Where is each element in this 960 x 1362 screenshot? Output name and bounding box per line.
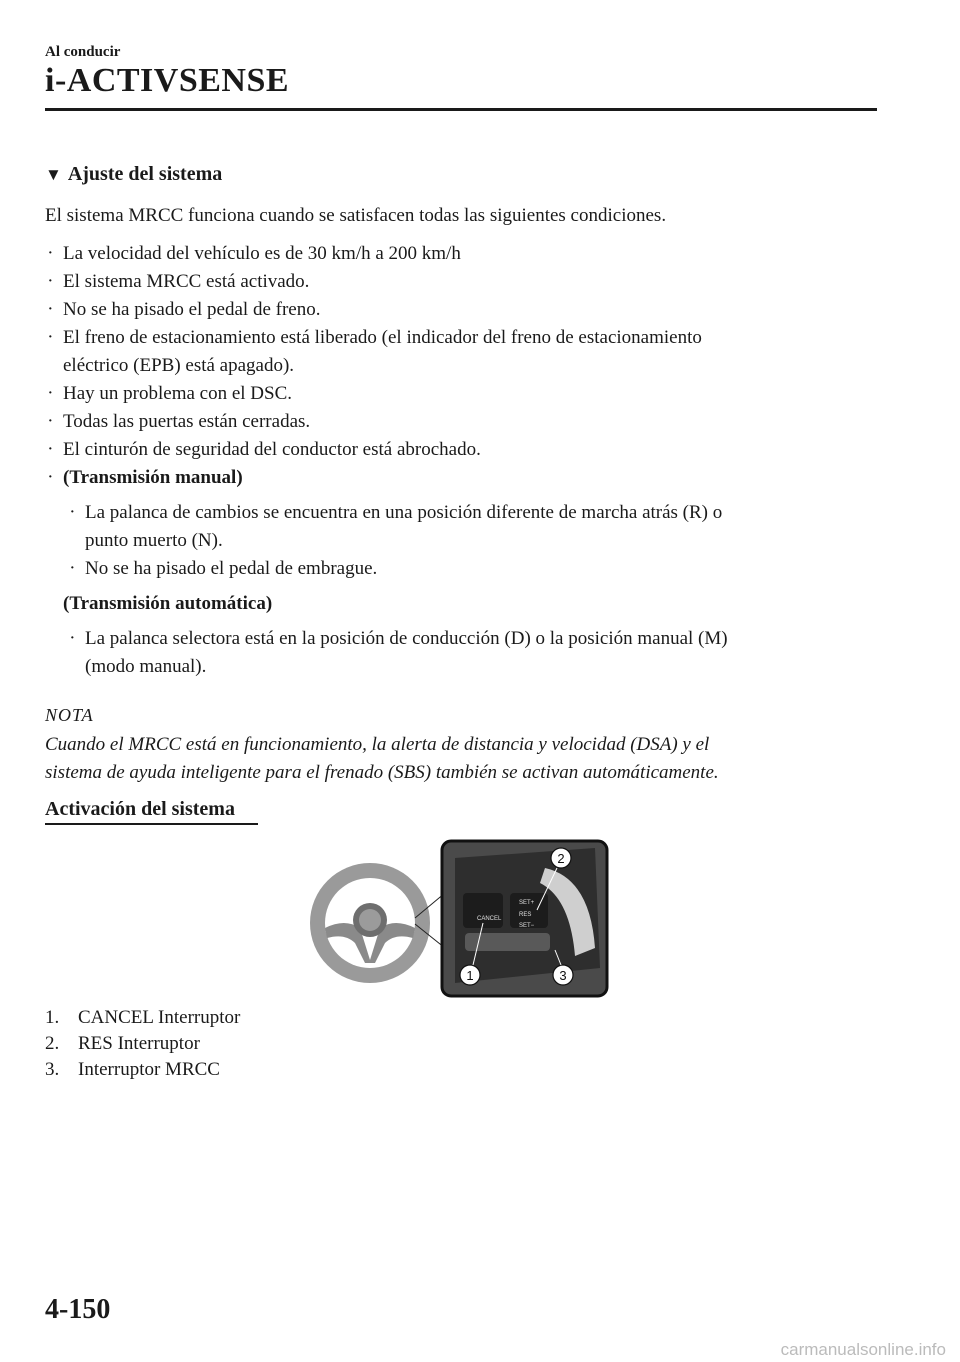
bullet-dot: · (48, 386, 53, 401)
set-plus-label: SET+ (519, 900, 535, 906)
legend-num: 1. (45, 1007, 60, 1028)
watermark: carmanualsonline.info (780, 1340, 946, 1359)
bullet-dot: · (48, 442, 53, 457)
condition-item-continuation: eléctrico (EPB) está apagado). (63, 355, 295, 376)
callout-1-label: 1 (466, 968, 474, 983)
bullet-dot: · (48, 246, 53, 261)
bullet-dot: · (70, 561, 75, 576)
legend-item (45, 1033, 200, 1055)
bullet-dot: · (70, 631, 75, 646)
bullet-dot: · (48, 302, 53, 317)
condition-item: El cinturón de seguridad del conductor está abrochado. (63, 439, 481, 460)
automatic-heading: (Transmisión automática) (63, 593, 273, 614)
automatic-item: La palanca selectora está en la posición de conducción (D) o la posición manual (M) (85, 628, 728, 649)
condition-item: El freno de estacionamiento está liberado (el indicador del freno de estacionamiento (63, 327, 702, 348)
condition-item: La velocidad del vehículo es de 30 km/h a 200 km/h (63, 243, 461, 264)
condition-item: No se ha pisado el pedal de freno. (63, 299, 321, 320)
bullet-dot: · (70, 505, 75, 520)
res-label: RES (519, 912, 532, 918)
bullet-dot: · (48, 470, 53, 485)
page-number: 4-150 (45, 1294, 111, 1325)
condition-manual-heading: (Transmisión manual) (63, 467, 243, 488)
note-title: NOTA (45, 705, 94, 725)
steering-wheel-illustration (305, 838, 610, 1000)
legend-item (45, 1007, 240, 1029)
legend-text: RES Interruptor (78, 1033, 200, 1054)
note-line: Cuando el MRCC está en funcionamiento, la alerta de distancia y velocidad (DSA) y el (45, 734, 710, 755)
bullet-dot: · (48, 330, 53, 345)
condition-item: Hay un problema con el DSC. (63, 383, 293, 404)
legend-text: Interruptor MRCC (78, 1059, 220, 1080)
legend-text: CANCEL Interruptor (78, 1007, 241, 1028)
bullet-dot: · (48, 414, 53, 429)
steering-wheel-icon (310, 863, 430, 983)
intro-paragraph: El sistema MRCC funciona cuando se satisfacen todas las siguientes condiciones. (45, 205, 667, 226)
activation-underline (45, 823, 258, 825)
manual-item: No se ha pisado el pedal de embrague. (85, 558, 378, 579)
section-label: Al conducir (45, 44, 121, 60)
subsection-title: Ajuste del sistema (67, 163, 223, 185)
triangle-down-icon: ▼ (45, 165, 62, 184)
legend-num: 2. (45, 1033, 60, 1054)
manual-item: La palanca de cambios se encuentra en una posición diferente de marcha atrás (R) o (85, 502, 723, 523)
note-line: sistema de ayuda inteligente para el frenado (SBS) también se activan automáticamente. (45, 762, 719, 783)
condition-item: El sistema MRCC está activado. (63, 271, 310, 292)
activation-title: Activación del sistema (45, 798, 235, 820)
legend-num: 3. (45, 1059, 60, 1080)
bullet-dot: · (48, 274, 53, 289)
set-minus-label: SET− (519, 923, 535, 929)
cancel-label: CANCEL (477, 916, 502, 922)
legend-item (45, 1059, 220, 1081)
header-rule (45, 108, 877, 111)
callout-3-label: 3 (559, 968, 567, 983)
manual-item-continuation: punto muerto (N). (85, 530, 223, 551)
subsection-heading (45, 163, 222, 186)
automatic-item-continuation: (modo manual). (85, 656, 207, 677)
section-title: i-ACTIVSENSE (45, 62, 290, 99)
condition-item: Todas las puertas están cerradas. (63, 411, 311, 432)
callout-2-label: 2 (557, 851, 565, 866)
